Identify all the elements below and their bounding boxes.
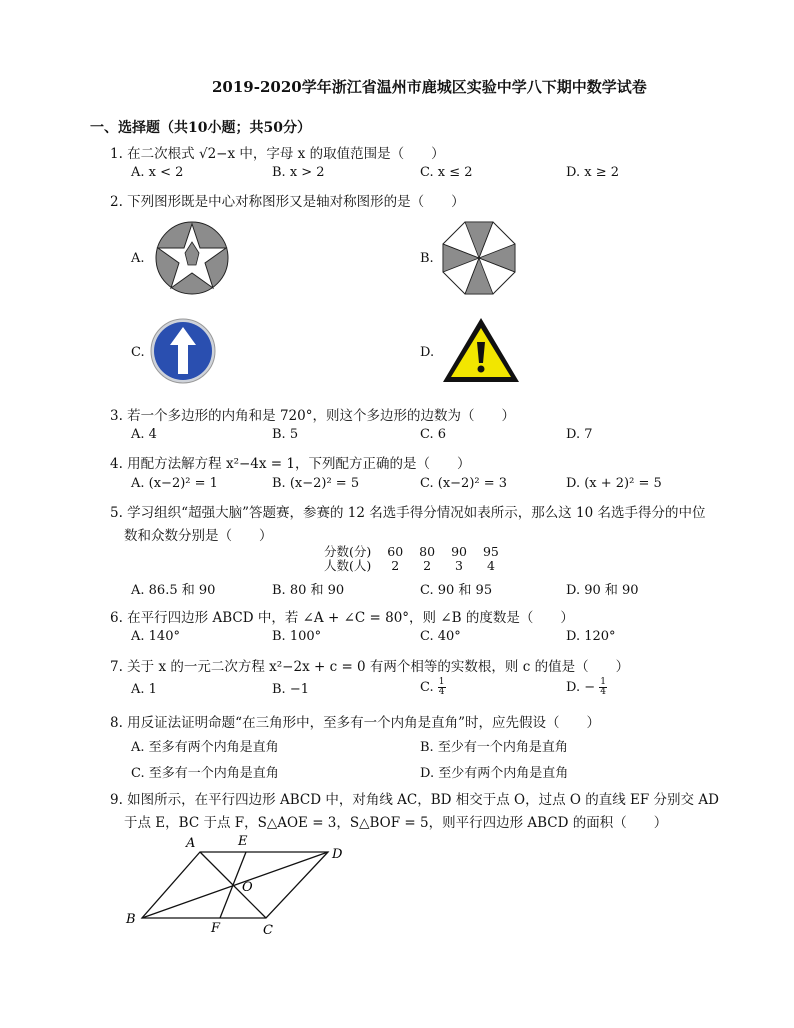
q2-option-d: D. (420, 345, 435, 360)
q1-option-d: D. x ≥ 2 (566, 165, 619, 180)
q4-option-d: D. (x + 2)² = 5 (566, 476, 662, 491)
fraction-one-quarter: $\frac{1}{4}$ (438, 677, 445, 697)
q4-option-a: A. (x−2)² = 1 (131, 476, 218, 491)
q8-option-d: D. 至少有两个内角是直角 (420, 766, 569, 781)
table-cell: 80 (419, 544, 436, 559)
question-9-stem-line1: 9. 如图所示，在平行四边形 ABCD 中，对角线 AC，BD 相交于点 O，过点 O 的直线 EF 分别交 AD (110, 792, 719, 808)
q1-option-a: A. x < 2 (131, 165, 184, 180)
question-5-stem-line2: 数和众数分别是（ ） (124, 528, 273, 544)
q7-option-d-label: D. − (566, 680, 596, 695)
q2-option-a: A. (131, 251, 145, 266)
q7-option-a: A. 1 (131, 682, 157, 697)
question-5-stem-line1: 5. 学习组织“超强大脑”答题赛，参赛的 12 名选手得分情况如表所示，那么这 10 名选手得分的中位 (110, 505, 706, 521)
table-cell: 95 (482, 544, 499, 559)
label-a: A (186, 836, 196, 851)
page-title: 2019-2020学年浙江省温州市鹿城区实验中学八下期中数学试卷 (212, 78, 647, 96)
question-4-stem: 4. 用配方法解方程 x²−4x = 1，下列配方正确的是（ ） (110, 456, 471, 472)
q7-option-b: B. −1 (272, 682, 309, 697)
label-e: E (238, 834, 248, 849)
q5-option-b: B. 80 和 90 (272, 583, 345, 598)
fraction-one-quarter: $\frac{1}{4}$ (600, 677, 606, 697)
label-b: B (126, 912, 136, 927)
q6-option-c: C. 40° (420, 629, 461, 644)
q3-option-b: B. 5 (272, 427, 299, 442)
q1-option-b: B. x > 2 (272, 165, 325, 180)
label-f: F (211, 921, 221, 936)
label-o: O (242, 880, 253, 895)
score-table (316, 545, 507, 573)
q2-option-b: B. (420, 251, 434, 266)
q3-option-d: D. 7 (566, 427, 593, 442)
table-cell: 2 (423, 558, 432, 573)
question-3-stem: 3. 若一个多边形的内角和是 720°，则这个多边形的边数为（ ） (110, 408, 515, 424)
question-8-stem: 8. 用反证法证明命题“在三角形中，至多有一个内角是直角”时，应先假设（ ） (110, 715, 600, 731)
q3-option-c: C. 6 (420, 427, 447, 442)
section-heading: 一、选择题（共10小题；共50分） (90, 120, 311, 136)
q6-option-b: B. 100° (272, 629, 322, 644)
table-cell: 60 (387, 544, 404, 559)
table-cell: 4 (486, 558, 495, 573)
q1-option-c: C. x ≤ 2 (420, 165, 473, 180)
q6-option-d: D. 120° (566, 629, 616, 644)
q7-option-c-label: C. (420, 680, 434, 695)
q5-option-a: A. 86.5 和 90 (131, 583, 216, 598)
q3-option-a: A. 4 (131, 427, 157, 442)
q6-option-a: A. 140° (131, 629, 180, 644)
q5-option-d: D. 90 和 90 (566, 583, 639, 598)
table-header-score: 分数(分) (324, 544, 372, 559)
q5-option-c: C. 90 和 95 (420, 583, 493, 598)
parallelogram-figure (120, 828, 360, 940)
q4-option-b: B. (x−2)² = 5 (272, 476, 360, 491)
question-7-stem: 7. 关于 x 的一元二次方程 x²−2x + c = 0 有两个相等的实数根，则 c 的值是（ ） (110, 659, 630, 675)
table-cell: 2 (391, 558, 400, 573)
label-d: D (332, 847, 343, 862)
question-9-stem-line2: 于点 E，BC 于点 F，S△AOE = 3，S△BOF = 5，则平行四边形 ABCD 的面积（ ） (124, 815, 668, 831)
warning-sign-figure (441, 316, 521, 384)
star-circle-figure (154, 220, 230, 296)
question-6-stem: 6. 在平行四边形 ABCD 中，若 ∠A + ∠C = 80°，则 ∠B 的度数是（ ） (110, 610, 574, 626)
q8-option-a: A. 至多有两个内角是直角 (131, 740, 279, 755)
question-2-stem: 2. 下列图形既是中心对称图形又是轴对称图形的是（ ） (110, 194, 465, 210)
q7-option-c (420, 678, 446, 697)
q4-option-c: C. (x−2)² = 3 (420, 476, 508, 491)
octagon-figure (441, 220, 517, 296)
label-c: C (263, 923, 273, 938)
q7-option-d (566, 678, 607, 697)
q8-option-b: B. 至少有一个内角是直角 (420, 740, 568, 755)
q2-option-c: C. (131, 345, 145, 360)
q8-option-c: C. 至多有一个内角是直角 (131, 766, 279, 781)
table-cell: 90 (451, 544, 467, 559)
table-cell: 3 (455, 558, 463, 573)
question-1-stem: 1. 在二次根式 √2−x 中，字母 x 的取值范围是（ ） (110, 146, 445, 162)
table-header-count: 人数(人) (324, 558, 372, 573)
arrow-sign-figure (150, 318, 216, 384)
